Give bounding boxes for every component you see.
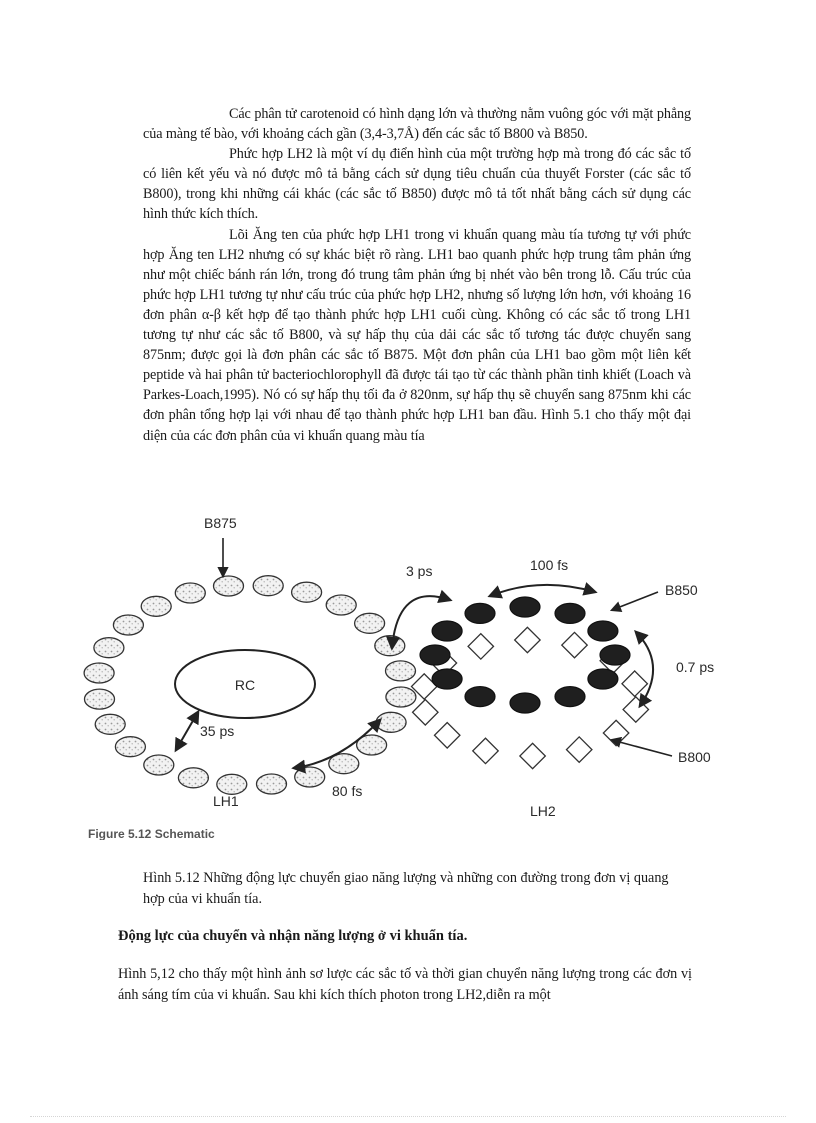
b875-label: B875: [204, 515, 237, 531]
b875-pigment: [141, 596, 171, 616]
b800-pigment: [623, 697, 648, 722]
b800-pigment: [413, 700, 438, 725]
paragraph-lh2-complex: Phức hợp LH2 là một ví dụ điển hình của một trường hợp mà trong đó các sắc tố có liên kết yếu và nó được mô tả bằng cách sử dụng tiêu chuẩn của thuyết Forster (các sắc tố B800), trong khi những cái khác (các sắc tố B850) được mô tả tốt nhất bằng cách sử dụng các hình thức kích thích.: [143, 146, 691, 223]
b875-pigment: [85, 689, 115, 709]
arrow-07ps: [636, 632, 653, 706]
b800-pigment: [566, 737, 591, 762]
b800-pigment: [622, 671, 647, 696]
caption-text: Hình 5.12 Những động lực chuyển giao năng lượng và những con đường trong đơn vị quang hợp của vi khuẩn tía.: [143, 870, 669, 907]
b800-pigment: [520, 743, 545, 768]
paragraph-figure-description: Hình 5,12 cho thấy một hình ảnh sơ lược các sắc tố và thời gian chuyển năng lượng trong các đơn vị ánh sáng tím của vi khuẩn. Sau khi kích thích photon trong LH2,diễn ra một: [118, 966, 692, 1003]
b875-pigment: [376, 712, 406, 732]
b800-pigment: [515, 627, 540, 652]
b875-pigment: [84, 663, 114, 683]
label-80fs: 80 fs: [332, 783, 363, 799]
b850-label: B850: [665, 582, 698, 598]
arrow-100fs: [490, 585, 595, 596]
b875-pigment: [175, 583, 205, 603]
b875-pigment: [295, 767, 325, 787]
b850-arrow: [612, 592, 658, 610]
label-3ps: 3 ps: [406, 563, 433, 579]
label-07ps: 0.7 ps: [676, 659, 715, 675]
b800-pigment: [434, 723, 459, 748]
b875-pigment: [386, 687, 416, 707]
page-footer-rule: [30, 1116, 786, 1118]
arrow-35ps: [176, 712, 198, 750]
b850-pigment: [510, 693, 540, 713]
b875-pigment: [326, 595, 356, 615]
b875-pigment: [95, 714, 125, 734]
b800-pigment: [468, 634, 493, 659]
b850-pigment: [420, 645, 450, 665]
b875-pigment: [292, 582, 322, 602]
b875-pigment: [214, 576, 244, 596]
lh2-b850-ring: [420, 597, 630, 713]
b850-pigment: [555, 687, 585, 707]
b875-pigment: [94, 638, 124, 658]
body-text-top: [143, 104, 691, 466]
rc-label: RC: [234, 677, 256, 693]
b850-pigment: [432, 669, 462, 689]
b875-pigment: [253, 576, 283, 596]
section-heading: Động lực của chuyển và nhận năng lượng ở vi khuẩn tía.: [118, 928, 468, 944]
b875-pigment: [375, 636, 405, 656]
b875-pigment: [386, 661, 416, 681]
b850-pigment: [555, 603, 585, 623]
figure-caption-cropped: Figure 5.12 Schematic: [88, 827, 215, 840]
b800-arrow: [612, 740, 672, 756]
b875-pigment: [257, 774, 287, 794]
b850-pigment: [588, 621, 618, 641]
b875-pigment: [115, 737, 145, 757]
b850-pigment: [432, 621, 462, 641]
b875-pigment: [217, 774, 247, 794]
label-35ps: 35 ps: [200, 723, 235, 739]
b800-pigment: [473, 738, 498, 763]
b850-pigment: [588, 669, 618, 689]
diagram-svg: [80, 500, 740, 840]
b850-pigment: [465, 603, 495, 623]
b850-pigment: [510, 597, 540, 617]
b875-pigment: [144, 755, 174, 775]
lh2-label: LH2: [530, 803, 556, 819]
figure-caption: [143, 868, 691, 909]
label-100fs: 100 fs: [530, 557, 569, 573]
b875-pigment: [178, 768, 208, 788]
b875-pigment: [355, 613, 385, 633]
b800-label: B800: [678, 749, 711, 765]
b850-pigment: [465, 687, 495, 707]
b875-pigment: [113, 615, 143, 635]
lh1-label: LH1: [213, 793, 239, 809]
body-text-bottom: [118, 964, 692, 1005]
paragraph-carotenoid: Các phân tử carotenoid có hình dạng lớn và thường nằm vuông góc với mặt phẳng của màng tế bào, với khoảng cách gần (3,4-3,7Å) đến các sắc tố B800 và B850.: [143, 106, 691, 143]
paragraph-lh1-antenna: Lõi Ăng ten của phức hợp LH1 trong vi khuẩn quang màu tía tương tự với phức hợp Ăng ten LH2 nhưng có sự khác biệt rõ ràng. LH1 bao quanh phức hợp trung tâm phản ứng như một chiếc bánh rán lớn, trong đó trung tâm phản ứng bị nhét vào bên trong lỗ. Cấu trúc của phức hợp LH1 tương tự như cấu trúc của phức hợp LH2, nhưng số lượng lớn hơn, với khoảng 16 đơn phân α-β kết hợp để tạo thành phức hợp LH1 cuối cùng. Không có các sắc tố trong LH1 tương tự như các sắc tố B800, và sự hấp thụ của dải các sắc tố tương tác được chuyển sang 875nm; được gọi là đơn phân các sắc tố B875. Một đơn phân của LH1 bao gồm một liên kết peptide và hai phân tử bacteriochlorophyll đã được tái tạo từ các thành phần tinh khiết (Loach và Parkes-Loach,1995). Nó có sự hấp thụ tối đa ở 820nm, sự hấp thụ sẽ chuyển sang 875nm khi các đơn phân tổng hợp lại với nhau để tạo thành phức hợp LH1 ban đầu. Hình 5.1 cho thấy một đại diện của các đơn phân của vi khuẩn quang màu tía: [143, 226, 691, 444]
figure-energy-transfer-diagram: [80, 500, 740, 840]
b800-pigment: [562, 632, 587, 657]
b850-pigment: [600, 645, 630, 665]
